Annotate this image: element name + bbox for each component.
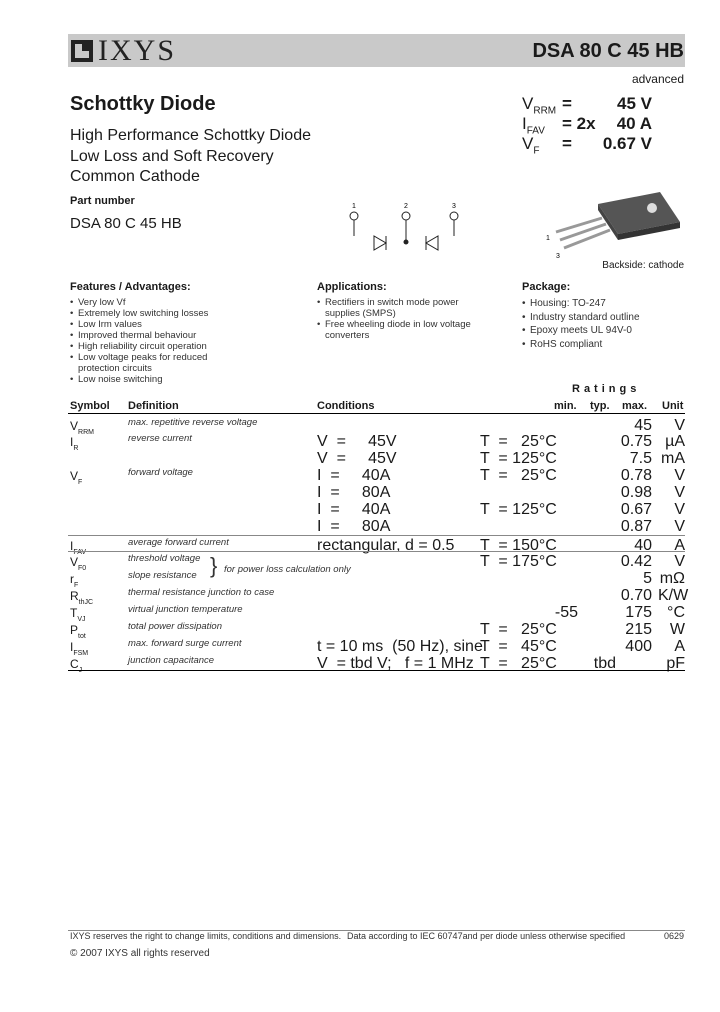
table-row bbox=[68, 467, 685, 487]
ixys-logo-icon bbox=[70, 39, 94, 63]
definition-cell: threshold voltage bbox=[128, 553, 201, 564]
definition-cell: max. repetitive reverse voltage bbox=[128, 417, 258, 428]
applications-heading: Applications: bbox=[317, 281, 387, 293]
condition-cell: I = 40A bbox=[317, 467, 391, 484]
table-row bbox=[68, 604, 685, 624]
temperature-cell: T = 25°C bbox=[480, 467, 557, 484]
spec-vf: $V_F$ = 0.67 V bbox=[522, 134, 652, 157]
max-cell: 0.75 bbox=[620, 433, 652, 450]
unit-cell: mΩ bbox=[659, 570, 685, 587]
unit-cell: A bbox=[674, 638, 685, 655]
to247-package-image bbox=[540, 188, 690, 262]
unit-cell: °C bbox=[667, 604, 685, 621]
brand-name: IXYS bbox=[98, 34, 177, 67]
col-conditions: Conditions bbox=[317, 400, 375, 412]
table-row bbox=[68, 433, 685, 453]
page-title: Schottky Diode bbox=[70, 93, 216, 115]
max-cell: 175 bbox=[625, 604, 652, 621]
table-row bbox=[68, 501, 685, 517]
backside-note: Backside: cathode bbox=[602, 260, 684, 271]
col-max: max. bbox=[622, 400, 648, 412]
definition-cell: forward voltage bbox=[128, 467, 193, 478]
col-unit: Unit bbox=[662, 400, 684, 412]
condition-cell: rectangular, d = 0.5 bbox=[317, 537, 455, 554]
status-label: advanced bbox=[631, 72, 684, 86]
table-row bbox=[68, 621, 685, 641]
table-row bbox=[68, 484, 685, 500]
spec-vrrm: $V_{RRM}$ = 45 V bbox=[522, 94, 652, 117]
part-number-label: Part number bbox=[70, 195, 135, 207]
applications-list bbox=[317, 297, 507, 341]
subtitle-1: High Performance Schottky Diode bbox=[70, 127, 311, 144]
features-heading: Features / Advantages: bbox=[70, 281, 191, 293]
condition-cell: I = 80A bbox=[317, 518, 391, 535]
list-item: • Low voltage peaks for reduced bbox=[70, 352, 300, 363]
max-cell: 45 bbox=[634, 417, 652, 434]
package-heading: Package: bbox=[522, 281, 571, 293]
max-cell: 0.98 bbox=[620, 484, 652, 501]
typ-cell: tbd bbox=[593, 655, 616, 672]
definition-cell: virtual junction temperature bbox=[128, 604, 243, 615]
symbol-cell: $V_{F0}$ bbox=[70, 555, 87, 573]
header-rule bbox=[68, 413, 685, 414]
list-item-continuation: converters bbox=[325, 330, 370, 341]
table-row bbox=[68, 417, 685, 437]
divider-1 bbox=[68, 535, 685, 536]
table-bottom-rule bbox=[68, 670, 685, 671]
list-item: • Rectifiers in switch mode power bbox=[317, 297, 507, 308]
unit-cell: V bbox=[674, 417, 685, 434]
unit-cell: pF bbox=[666, 655, 685, 672]
symbol-cell: $P_{tot}$ bbox=[70, 623, 86, 641]
brace: } bbox=[210, 553, 218, 578]
list-item: • RoHS compliant bbox=[522, 338, 692, 352]
max-cell: 0.70 bbox=[620, 587, 652, 604]
max-cell: 215 bbox=[625, 621, 652, 638]
features-list bbox=[70, 297, 300, 385]
symbol-cell: $C_J$ bbox=[70, 657, 83, 675]
temperature-cell: T = 25°C bbox=[480, 621, 557, 638]
table-row bbox=[68, 655, 685, 675]
temperature-cell: T = 150°C bbox=[480, 537, 557, 554]
footer-disclaimer: IXYS reserves the right to change limits, conditions and dimensions. bbox=[70, 931, 342, 941]
list-item: • Improved thermal behaviour bbox=[70, 330, 300, 341]
definition-cell: junction capacitance bbox=[128, 655, 215, 666]
col-symbol: Symbol bbox=[70, 400, 110, 412]
list-item-continuation: supplies (SMPS) bbox=[325, 308, 396, 319]
list-item: • Industry standard outline bbox=[522, 311, 692, 325]
footer-code: 0629 bbox=[663, 931, 684, 941]
subtitle-2: Low Loss and Soft Recovery bbox=[70, 148, 274, 165]
package-pin-3: 3 bbox=[556, 253, 560, 260]
unit-cell: V bbox=[674, 484, 685, 501]
temperature-cell: T = 25°C bbox=[480, 655, 557, 672]
definition-cell: reverse current bbox=[128, 433, 192, 444]
pin-label-1: 1 bbox=[352, 203, 356, 210]
package-list bbox=[522, 297, 692, 351]
list-item: • High reliability circuit operation bbox=[70, 341, 300, 352]
unit-cell: V bbox=[674, 518, 685, 535]
unit-cell: µA bbox=[665, 433, 685, 450]
header-part-number: DSA 80 C 45 HB bbox=[532, 40, 684, 62]
definition-cell: thermal resistance junction to case bbox=[128, 587, 275, 598]
max-cell: 0.67 bbox=[620, 501, 652, 518]
max-cell: 40 bbox=[634, 537, 652, 554]
max-cell: 7.5 bbox=[629, 450, 652, 467]
col-typ: typ. bbox=[590, 400, 610, 412]
power-loss-note: for power loss calculation only bbox=[224, 564, 351, 575]
condition-cell: V = 45V bbox=[317, 433, 397, 450]
symbol-cell: $V_{RRM}$ bbox=[70, 419, 94, 437]
temperature-cell: T = 125°C bbox=[480, 501, 557, 518]
definition-cell: slope resistance bbox=[128, 570, 197, 581]
divider-2 bbox=[68, 551, 685, 552]
part-number-value: DSA 80 C 45 HB bbox=[70, 215, 182, 232]
unit-cell: K/W bbox=[658, 587, 689, 604]
table-row bbox=[68, 518, 685, 534]
temperature-cell: T = 45°C bbox=[480, 638, 557, 655]
list-item: • Epoxy meets UL 94V-0 bbox=[522, 324, 692, 338]
symbol-cell: $R_{thJC}$ bbox=[70, 589, 94, 607]
list-item: • Free wheeling diode in low voltage bbox=[317, 319, 507, 330]
package-pin-1: 1 bbox=[546, 235, 550, 242]
symbol-cell: $I_R$ bbox=[70, 435, 79, 453]
max-cell: 400 bbox=[625, 638, 652, 655]
symbol-cell: $I_{FAV}$ bbox=[70, 539, 87, 557]
unit-cell: V bbox=[674, 501, 685, 518]
condition-cell: t = 10 ms (50 Hz), sine bbox=[317, 638, 483, 655]
condition-cell: I = 80A bbox=[317, 484, 391, 501]
temperature-cell: T = 25°C bbox=[480, 433, 557, 450]
max-cell: 0.42 bbox=[620, 553, 652, 570]
symbol-cell: $T_{VJ}$ bbox=[70, 606, 86, 624]
max-cell: 5 bbox=[643, 570, 652, 587]
symbol-cell: $I_{FSM}$ bbox=[70, 640, 89, 658]
temperature-cell: T = 125°C bbox=[480, 450, 557, 467]
temperature-cell: T = 175°C bbox=[480, 553, 557, 570]
condition-cell: I = 40A bbox=[317, 501, 391, 518]
pin-label-3: 3 bbox=[452, 203, 456, 210]
footer-copyright: © 2007 IXYS all rights reserved bbox=[70, 948, 210, 959]
unit-cell: mA bbox=[661, 450, 685, 467]
table-row bbox=[68, 638, 685, 658]
table-row bbox=[68, 570, 685, 590]
footer-data-note: Data according to IEC 60747and per diode unless otherwise specified bbox=[347, 931, 626, 941]
unit-cell: V bbox=[674, 467, 685, 484]
unit-cell: W bbox=[669, 621, 685, 638]
list-item: • Very low Vf bbox=[70, 297, 300, 308]
symbol-cell: $V_F$ bbox=[70, 469, 83, 487]
ratings-label: Ratings bbox=[572, 383, 641, 395]
definition-cell: total power dissipation bbox=[128, 621, 222, 632]
condition-cell: V = tbd V; f = 1 MHz bbox=[317, 655, 474, 672]
max-cell: 0.87 bbox=[620, 518, 652, 535]
list-item: • Low noise switching bbox=[70, 374, 300, 385]
list-item: • Housing: TO-247 bbox=[522, 297, 692, 311]
condition-cell: V = 45V bbox=[317, 450, 397, 467]
pin-label-2: 2 bbox=[404, 203, 408, 210]
spec-ifav: $I_{FAV}$ = 2x 40 A bbox=[522, 114, 652, 137]
list-item-continuation: protection circuits bbox=[78, 363, 152, 374]
list-item: • Extremely low switching losses bbox=[70, 308, 300, 319]
unit-cell: A bbox=[674, 537, 685, 554]
col-definition: Definition bbox=[128, 400, 179, 412]
definition-cell: max. forward surge current bbox=[128, 638, 242, 649]
table-row bbox=[68, 587, 689, 607]
circuit-diagram bbox=[340, 198, 470, 258]
ixys-logo bbox=[70, 36, 176, 66]
max-cell: 0.78 bbox=[620, 467, 652, 484]
definition-cell: average forward current bbox=[128, 537, 229, 548]
list-item: • Low Irm values bbox=[70, 319, 300, 330]
unit-cell: V bbox=[674, 553, 685, 570]
min-cell: -55 bbox=[554, 604, 578, 621]
table-row bbox=[68, 450, 685, 466]
subtitle-3: Common Cathode bbox=[70, 168, 200, 185]
symbol-cell: $r_F$ bbox=[70, 572, 79, 590]
col-min: min. bbox=[554, 400, 577, 412]
